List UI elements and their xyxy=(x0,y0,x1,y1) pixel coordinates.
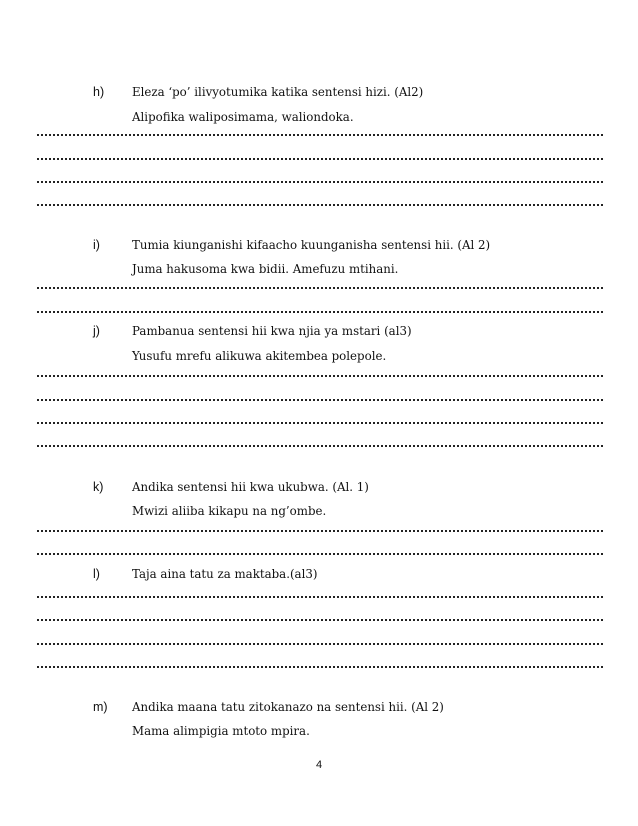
answer-line[interactable] xyxy=(37,666,603,668)
question-label: k) xyxy=(93,480,104,494)
question-sentence: Yusufu mrefu alikuwa akitembea polepole. xyxy=(132,349,387,363)
question-sentence: Juma hakusoma kwa bidii. Amefuzu mtihani. xyxy=(132,262,399,276)
question-prompt: Eleza ‘po’ ilivyotumika katika sentensi hizi. (Al2) xyxy=(132,85,424,99)
question-label: h) xyxy=(93,85,105,99)
question-prompt: Andika maana tatu zitokanazo na sentensi hii. (Al 2) xyxy=(132,700,444,714)
answer-line[interactable] xyxy=(37,530,603,532)
question-label: l) xyxy=(93,567,100,581)
question-prompt: Tumia kiunganishi kifaacho kuunganisha sentensi hii. (Al 2) xyxy=(132,238,491,252)
question-sentence: Mwizi aliiba kikapu na ng’ombe. xyxy=(132,504,327,518)
page-number: 4 xyxy=(315,759,323,771)
question-prompt: Andika sentensi hii kwa ukubwa. (Al. 1) xyxy=(132,480,369,494)
question-prompt: Pambanua sentensi hii kwa njia ya mstari (al3) xyxy=(132,324,412,338)
question-sentence: Alipofika waliposimama, waliondoka. xyxy=(132,110,354,124)
question-sentence: Mama alimpigia mtoto mpira. xyxy=(132,724,310,738)
answer-line[interactable] xyxy=(37,311,603,313)
answer-line[interactable] xyxy=(37,204,603,206)
answer-line[interactable] xyxy=(37,445,603,447)
question-label: j) xyxy=(93,324,100,338)
answer-line[interactable] xyxy=(37,134,603,136)
answer-line[interactable] xyxy=(37,399,603,401)
question-label: i) xyxy=(93,238,100,252)
answer-line[interactable] xyxy=(37,619,603,621)
answer-line[interactable] xyxy=(37,596,603,598)
answer-line[interactable] xyxy=(37,287,603,289)
answer-line[interactable] xyxy=(37,643,603,645)
question-prompt: Taja aina tatu za maktaba.(al3) xyxy=(132,567,318,581)
answer-line[interactable] xyxy=(37,158,603,160)
answer-line[interactable] xyxy=(37,422,603,424)
question-label: m) xyxy=(93,700,108,714)
answer-line[interactable] xyxy=(37,375,603,377)
answer-line[interactable] xyxy=(37,181,603,183)
answer-line[interactable] xyxy=(37,553,603,555)
